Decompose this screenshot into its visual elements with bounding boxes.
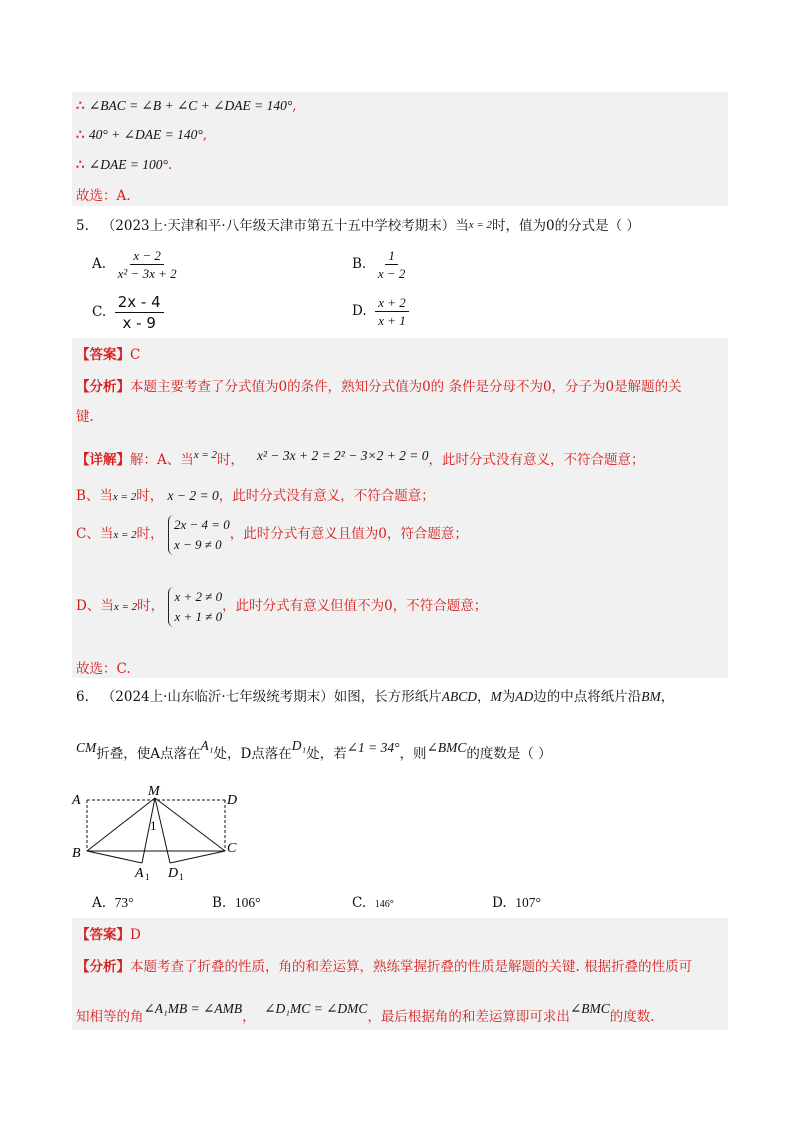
q5-analysis-1: 【分析】本题主要考查了分式值为0的条件，熟知分式值为0的 条件是分母不为0，分子为0是解题的关 xyxy=(76,379,682,395)
top-line-1: ∴ ∠BAC = ∠B + ∠C + ∠DAE = 140°, xyxy=(76,98,297,114)
q5-choice: 故选：C. xyxy=(76,661,131,677)
q5-detail-d-system: x + 2 ≠ 0 x + 1 ≠ 0 xyxy=(168,587,222,627)
label-a1-sub: 1 xyxy=(145,872,150,880)
top-choice: 故选：A. xyxy=(76,188,131,204)
top-line-3: ∴ ∠DAE = 100°. xyxy=(76,157,173,173)
q6-option-a[interactable]: A. 73° xyxy=(92,895,134,911)
q5-option-a-fraction: $\frac{x - 2}{\text{x² − 3x + 2}}$ xyxy=(117,248,177,281)
label-d1-sub: 1 xyxy=(179,872,184,880)
q5-option-a[interactable]: A. $\frac{x - 2}{\text{x² − 3x + 2}}$ xyxy=(92,248,180,281)
q5-detail-c-system: 2x − 4 = 0 x − 9 ≠ 0 xyxy=(168,515,230,555)
q6-answer: 【答案】D xyxy=(76,927,141,943)
label-a1: A xyxy=(135,866,144,880)
label-c: C xyxy=(227,841,237,856)
q6-analysis-1: 【分析】本题考查了折叠的性质，角的和差运算，熟练掌握折叠的性质是解题的关键. 根据折叠的性质可 xyxy=(76,959,693,975)
q5-option-b[interactable]: B. $\frac{1}{x - 2}$ xyxy=(352,248,408,281)
segment-mb xyxy=(87,798,155,851)
segment-cd1 xyxy=(170,851,225,863)
q5-answer: 【答案】C xyxy=(76,347,141,363)
q5-detail-b: B、当x = 2时， x − 2 = 0，此时分式没有意义，不符合题意； xyxy=(76,488,435,504)
q5-detail-a: 【详解】解：A、当$^{x = 2}$时， x² − 3x + 2 = 2² − 3×2 + 2 = 0，此时分式没有意义，不符合题意； xyxy=(76,448,645,468)
q5-option-c-fraction: $\frac{2x - 4}{x - 9}$ xyxy=(115,293,164,332)
q5-detail-c: C、当x = 2时， 2x − 4 = 0 x − 9 ≠ 0，此时分式有意义且值为0，符合题意； xyxy=(76,513,468,556)
q5-option-b-fraction: $\frac{1}{x - 2}$ xyxy=(377,248,406,281)
q6-stem-line-1: 6. （2024上·山东临沂·七年级统考期末）如图，长方形纸片ABCD，M为AD边的中点将纸片沿BM， xyxy=(76,689,675,705)
fold-figure xyxy=(70,785,245,880)
q6-option-c[interactable]: C. 146° xyxy=(352,895,394,911)
q5-option-d-fraction: $\frac{x + 2}{x + 1}$ xyxy=(375,295,409,328)
q5-option-d[interactable]: D. $\frac{x + 2}{x + 1}$ xyxy=(352,295,409,328)
label-d: D xyxy=(227,793,238,808)
label-a: A xyxy=(72,793,81,808)
label-m: M xyxy=(148,785,160,799)
label-b: B xyxy=(72,846,81,861)
q5-option-c[interactable]: C. $\frac{2x - 4}{x - 9}$ xyxy=(92,293,164,332)
label-d1: D xyxy=(168,866,179,880)
label-angle-1: 1 xyxy=(150,818,157,833)
q6-stem-line-2: CM折叠，使A点落在A₁处，D点落在D₁处，若∠1 = 34°，则∠BMC的度数是（ ） xyxy=(76,738,552,762)
segment-ba1 xyxy=(87,851,142,863)
q5-analysis-2: 键. xyxy=(76,409,94,425)
top-line-2: ∴ 40° + ∠DAE = 140°, xyxy=(76,127,208,143)
q5-detail-d: D、当x = 2时， x + 2 ≠ 0 x + 1 ≠ 0，此时分式有意义但值不为0，不符合题意； xyxy=(76,585,487,628)
q6-option-b[interactable]: B. 106° xyxy=(212,895,261,911)
q6-analysis-2: 知相等的角∠A₁MB = ∠AMB， ∠D₁MC = ∠DMC，最后根据角的和差运算即可求出∠BMC的度数. xyxy=(76,1001,655,1025)
q6-option-d[interactable]: D. 107° xyxy=(492,895,541,911)
q5-stem: 5. （2023上·天津和平·八年级天津市第五十五中学校考期末）当x = 2时，值为0的分式是（ ） xyxy=(76,218,640,234)
